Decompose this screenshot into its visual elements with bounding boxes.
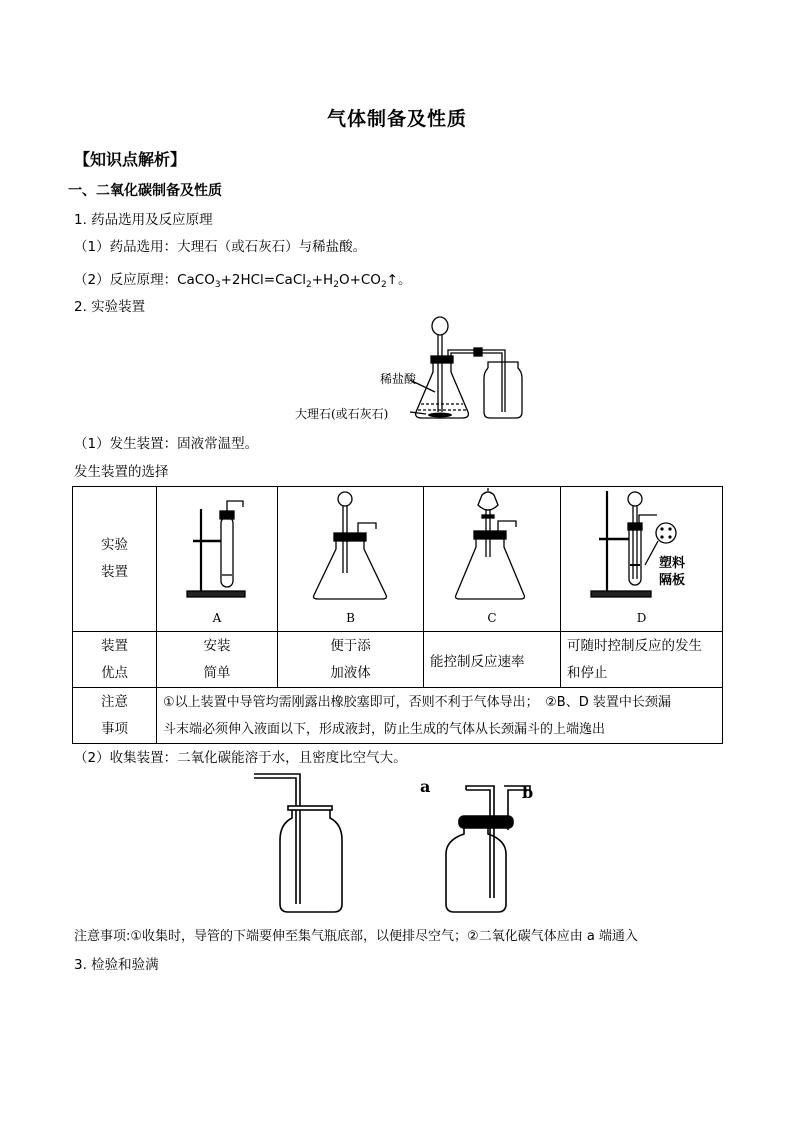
collection-figure xyxy=(240,770,550,920)
plastic-plate-label-2: 隔板 xyxy=(659,573,686,588)
drugs-text: （1）药品选用：大理石（或石灰石）与稀盐酸。 xyxy=(74,239,367,255)
table-row xyxy=(73,487,723,632)
row-label-advantage: 装置 优点 xyxy=(73,632,157,688)
label-b: b xyxy=(522,783,534,802)
device-d-caption: D xyxy=(636,611,647,625)
device-c-drawing xyxy=(424,487,561,631)
item1-heading: 1. 药品选用及反应原理 xyxy=(74,212,213,228)
advantage-a: 安装 简单 xyxy=(157,632,278,688)
device-a-drawing xyxy=(157,487,278,631)
item2-heading: 2. 实验装置 xyxy=(74,299,146,315)
device-table xyxy=(72,486,723,744)
apparatus-figure xyxy=(290,312,540,430)
reaction-equation: （2）反应原理：$CaCO_3+2HCl=CaCl_2+H_2O+CO_2↑$。 xyxy=(74,272,412,290)
collection-note: 注意事项:①收集时，导管的下端要伸至集气瓶底部，以便排尽空气；②二氧化碳气体应由 a 端通入 xyxy=(74,929,638,944)
device-a-cell xyxy=(157,487,278,632)
row-label-notes: 注意 事项 xyxy=(73,688,157,744)
marble-label: 大理石(或石灰石) xyxy=(295,407,389,421)
item3-heading: 3. 检验和验满 xyxy=(74,957,159,973)
device-d-cell xyxy=(561,487,723,632)
device-c-cell xyxy=(424,487,561,632)
device-b-drawing xyxy=(278,487,424,631)
section-heading: 【知识点解析】 xyxy=(74,150,187,169)
device-b-cell xyxy=(278,487,424,632)
collection-text: （2）收集装置：二氧化碳能溶于水，且密度比空气大。 xyxy=(74,750,407,766)
page-title: 气体制备及性质 xyxy=(326,108,467,130)
advantage-b: 便于添 加液体 xyxy=(278,632,424,688)
plastic-plate-label-1: 塑料 xyxy=(659,556,686,571)
device-d-drawing xyxy=(561,487,723,631)
generator-text: （1）发生装置：固液常温型。 xyxy=(74,436,259,452)
row-label-apparatus: 实验 装置 xyxy=(73,487,157,632)
notes-text: ①以上装置中导管均需刚露出橡胶塞即可，否则不利于气体导出； ②B、D 装置中长颈漏 斗末端必须伸入液面以下，形成液封，防止生成的气体从长颈漏斗的上端逸出 xyxy=(157,688,723,744)
device-a-caption: A xyxy=(212,611,222,625)
label-a: a xyxy=(420,777,431,796)
table-row xyxy=(73,688,723,744)
acid-label: 稀盐酸 xyxy=(380,372,417,386)
device-b-caption: B xyxy=(346,611,355,625)
subsection-heading: 一、二氧化碳制备及性质 xyxy=(68,183,222,199)
table-row xyxy=(73,632,723,688)
table-caption: 发生装置的选择 xyxy=(74,464,169,480)
device-c-caption: C xyxy=(487,611,497,625)
advantage-c: 能控制反应速率 xyxy=(424,632,561,688)
advantage-d: 可随时控制反应的发生 和停止 xyxy=(561,632,723,688)
